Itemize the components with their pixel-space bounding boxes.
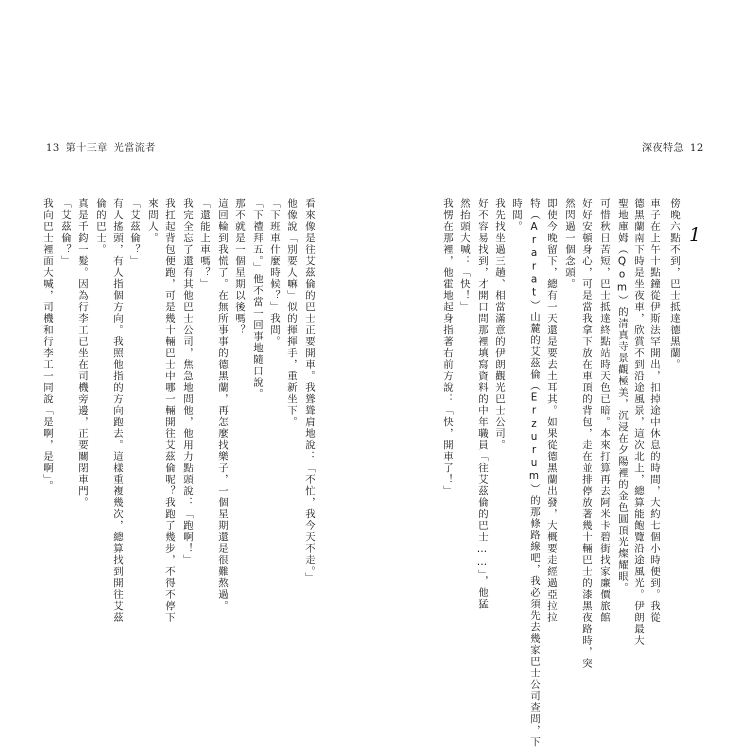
text-column: 好不容易找到，才開口問那裡填寫資料的中年職員「往艾茲倫的巴士……」，他猛 [476, 198, 488, 610]
text-column: 德黑蘭南下時是坐夜車，欣賞不到沿途風景，這次北上，總算能飽覽沿途風光。伊朗最大 [632, 198, 644, 647]
text-column: 我先找坐過三趟、相當滿意的伊朗觀光巴士公司。 [493, 198, 505, 451]
chapter-section-number: 1 [689, 224, 702, 246]
text-column: 「下班車什麼時候？」我問。 [268, 198, 280, 348]
text-column: 倫的巴士。 [94, 198, 106, 256]
text-column: 我完全忘了還有其他巴士公司，焦急地問他，他用力點頭說：「跑啊！」 [181, 198, 193, 566]
text-column: 時間。 [510, 198, 522, 233]
text-column: 可惜秋日苦短，巴士抵達終點站時天色已暗。本來打算再去阿米卡碧街找家廉價旅館 [598, 198, 610, 624]
text-column: 聖地庫姆（Qom）的清真寺景觀極美，沉浸在夕陽裡的金色圓頂光燦耀眼。 [616, 198, 628, 594]
text-column: 看來像是往艾茲倫的巴士正要開車。我聳聳肩地說：「不忙，我今天不走。」 [303, 198, 315, 584]
text-column: 有人搖頭，有人指個方向。我照他指的方向跑去。這樣重複幾次，總算找到開往艾茲 [111, 198, 123, 624]
text-column: 來問人。 [146, 198, 158, 244]
left-chapter-title: 光當流者 [113, 143, 156, 154]
left-page-number: 13 [46, 143, 60, 154]
text-column: 即使今晚留下，總有一天還是要去土耳其。如果從德黑蘭出發，大概要走經過亞拉拉 [545, 198, 557, 624]
left-page-header [46, 139, 156, 154]
text-column: 我扛起背包便跑，可是幾十輛巴士中哪一輛開往艾茲倫呢？我跑了幾步，不得不停下 [163, 198, 175, 624]
text-column: 我向巴士裡面大喊，司機和行李工一同說「是啊，是啊」。 [41, 198, 53, 492]
text-column: 「艾茲倫？」 [128, 198, 140, 267]
text-column: 然抬頭大喊：「快！」 [458, 198, 470, 313]
text-column: 「下禮拜五。」他不當一回事地隨口說。 [251, 198, 263, 400]
text-column: 傍晚六點不到，巴士抵達德黑蘭。 [668, 198, 680, 371]
text-column: 「艾茲倫？」 [59, 198, 71, 267]
text-column: 那不就是一個星期以後嗎？ [233, 198, 245, 336]
text-column: 他像說「別要人嘛」似的揮揮手，重新坐下。 [285, 198, 297, 428]
text-column: 然閃過一個念頭。 [563, 198, 575, 290]
text-column: 這回輪到我慌了。在無所事事的德黑蘭，再怎麼找樂子，一個星期還是很難熬過。 [216, 198, 228, 612]
text-column: 車子在上午十點鐘從伊斯法罕開出，扣掉途中休息的時間，大約七個小時便到。我從 [648, 198, 660, 624]
text-column: 「還能上車嗎？」 [198, 198, 210, 290]
text-column: 特（Ararat）山麓的艾茲倫（Erzurum）的那條路線吧，我必須先去幾家巴士公司查問，下 [528, 198, 540, 748]
right-page-number: 12 [690, 143, 704, 154]
text-column: 我愣在那裡，他霍地起身指著右前方說：「快，開車了！」 [441, 198, 453, 497]
right-book-title: 深夜特急 [642, 143, 684, 154]
text-column: 真是千鈞一髮。因為行李工已坐在司機旁邊，正要關閉車門。 [76, 198, 88, 509]
text-column: 好好安頓身心，可是當我拿下放在車頂的背包，走在並排停放著幾十輛巴士的漆黑夜路時，突 [580, 198, 592, 670]
right-page-header [642, 139, 704, 154]
left-chapter-label: 第十三章 [65, 143, 108, 154]
